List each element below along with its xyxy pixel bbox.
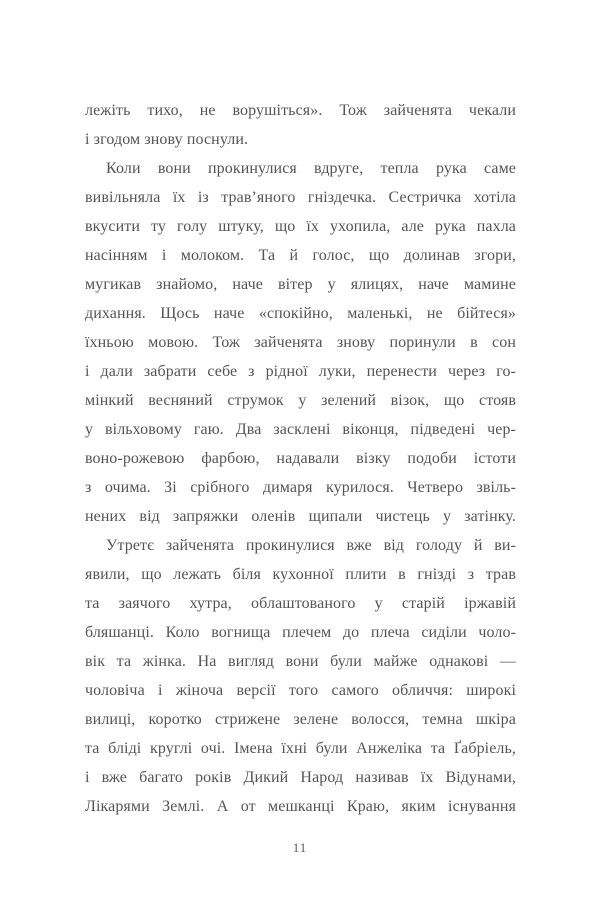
text-line: вивільняла їх із трав’яного гніздечка. Сестричка хотіла [85, 189, 516, 206]
text-line: і згодом знову поснули. [85, 131, 249, 148]
text-line: вік та жінка. На вигляд вони були майже однакові — [85, 653, 516, 670]
text-line: і дали забрати себе з рідної луки, перенести через го- [85, 363, 516, 380]
text-line: Утретє зайченята прокинулися вже від голоду й ви- [106, 537, 516, 554]
text-line: Коли вони прокинулися вдруге, тепла рука саме [106, 160, 516, 177]
body-text [85, 96, 516, 821]
text-line: насінням і молоком. Та й голос, що долинав згори, [85, 247, 516, 264]
text-line: та заячого хутра, облаштованого у старій іржавій [85, 595, 516, 612]
text-line: дихання. Щось наче «спокійно, маленькі, не бійтеся» [85, 305, 516, 322]
text-line: вкусити ту голу штуку, що їх ухопила, але рука пахла [85, 218, 516, 235]
text-line: вилиці, коротко стрижене зелене волосся, темна шкіра [85, 711, 516, 728]
text-line: Лікарями Землі. А от мешканці Краю, яким існування [85, 798, 516, 815]
text-line: їхньою мовою. Тож зайченята знову поринули в сон [85, 334, 516, 351]
text-line: і вже багато років Дикий Народ називав їх Відунами, [85, 769, 516, 786]
text-line: мінкий весняний струмок у зелений візок, що стояв [85, 392, 516, 409]
text-line: чоловіча і жіноча версії того самого обличчя: широкі [85, 682, 516, 699]
text-line: у вільховому гаю. Два засклені віконця, підведені чер- [85, 421, 516, 438]
text-line: мугикав знайомо, наче вітер у ялицях, наче мамине [85, 276, 516, 293]
page-number: 11 [292, 840, 308, 855]
text-line: нених від запряжки оленів щипали чистець у затінку. [85, 508, 516, 525]
text-line: та бліді круглі очі. Імена їхні були Анжеліка та Ґабріель, [85, 740, 516, 757]
text-line: лежіть тихо, не ворушіться». Тож зайченята чекали [85, 102, 516, 119]
text-line: воно-рожевою фарбою, надавали візку подоби істоти [85, 450, 516, 467]
text-line: бляшанці. Коло вогнища плечем до плеча сиділи чоло- [85, 624, 516, 641]
text-line: явили, що лежать біля кухонної плити в гнізді з трав [85, 566, 516, 583]
text-line: з очима. Зі срібного димаря курилося. Четверо звіль- [85, 479, 516, 496]
